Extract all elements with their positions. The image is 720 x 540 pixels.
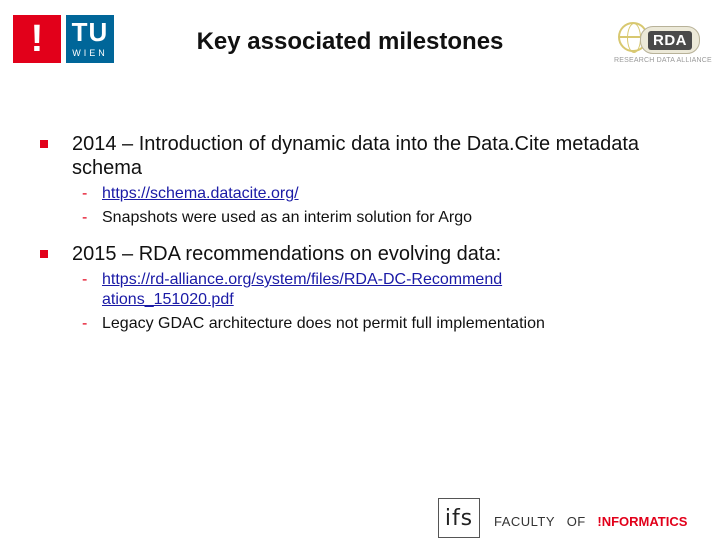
bullet-item bbox=[40, 242, 680, 266]
bullet-text: 2014 – Introduction of dynamic data into the Data.Cite metadata schema bbox=[72, 133, 640, 179]
bullet-list bbox=[40, 132, 680, 334]
square-bullet-icon bbox=[40, 140, 48, 148]
sub-bullet-text: Snapshots were used as an interim solution for Argo bbox=[102, 209, 472, 226]
dash-bullet-icon: - bbox=[82, 209, 88, 226]
sub-bullet-item bbox=[40, 208, 680, 228]
wien-logo-text: WIEN bbox=[72, 48, 108, 58]
exclamation-icon: ! bbox=[30, 18, 44, 60]
tu-logo-text: TU bbox=[71, 17, 109, 47]
ifs-logo bbox=[438, 498, 480, 538]
bullet-item bbox=[40, 132, 680, 180]
sub-bullet-item[interactable] bbox=[40, 184, 680, 204]
faculty-word: FACULTY bbox=[494, 514, 556, 529]
dash-bullet-icon: - bbox=[82, 315, 88, 332]
ifs-logo-text: ifs bbox=[444, 505, 474, 531]
square-bullet-icon bbox=[40, 250, 48, 258]
rda-subtitle: RESEARCH DATA ALLIANCE bbox=[614, 57, 712, 64]
tu-wien-logo bbox=[66, 15, 114, 63]
of-word: OF bbox=[566, 514, 586, 529]
rda-badge bbox=[640, 26, 700, 54]
bullet-text: 2015 – RDA recommendations on evolving data: bbox=[72, 243, 502, 265]
sub-bullet-item[interactable] bbox=[40, 270, 680, 310]
rda-logo bbox=[612, 12, 712, 74]
sub-bullet-text: Legacy GDAC architecture does not permit full implementation bbox=[102, 315, 545, 332]
dash-bullet-icon: - bbox=[82, 185, 88, 202]
tu-exclamation-logo bbox=[13, 15, 61, 63]
informatics-word: !NFORMATICS bbox=[597, 514, 688, 529]
dash-bullet-icon: - bbox=[82, 271, 88, 288]
datacite-schema-link[interactable]: https://schema.datacite.org/ bbox=[102, 185, 299, 202]
faculty-footer-logo bbox=[438, 498, 698, 538]
faculty-name bbox=[494, 514, 687, 529]
rda-recommendations-link[interactable]: https://rd-alliance.org/system/files/RDA-DC-Recommendations_151020.pdf bbox=[102, 271, 503, 308]
rda-badge-text: RDA bbox=[648, 31, 692, 50]
sub-bullet-item bbox=[40, 314, 680, 334]
slide-title: Key associated milestones bbox=[196, 28, 504, 55]
